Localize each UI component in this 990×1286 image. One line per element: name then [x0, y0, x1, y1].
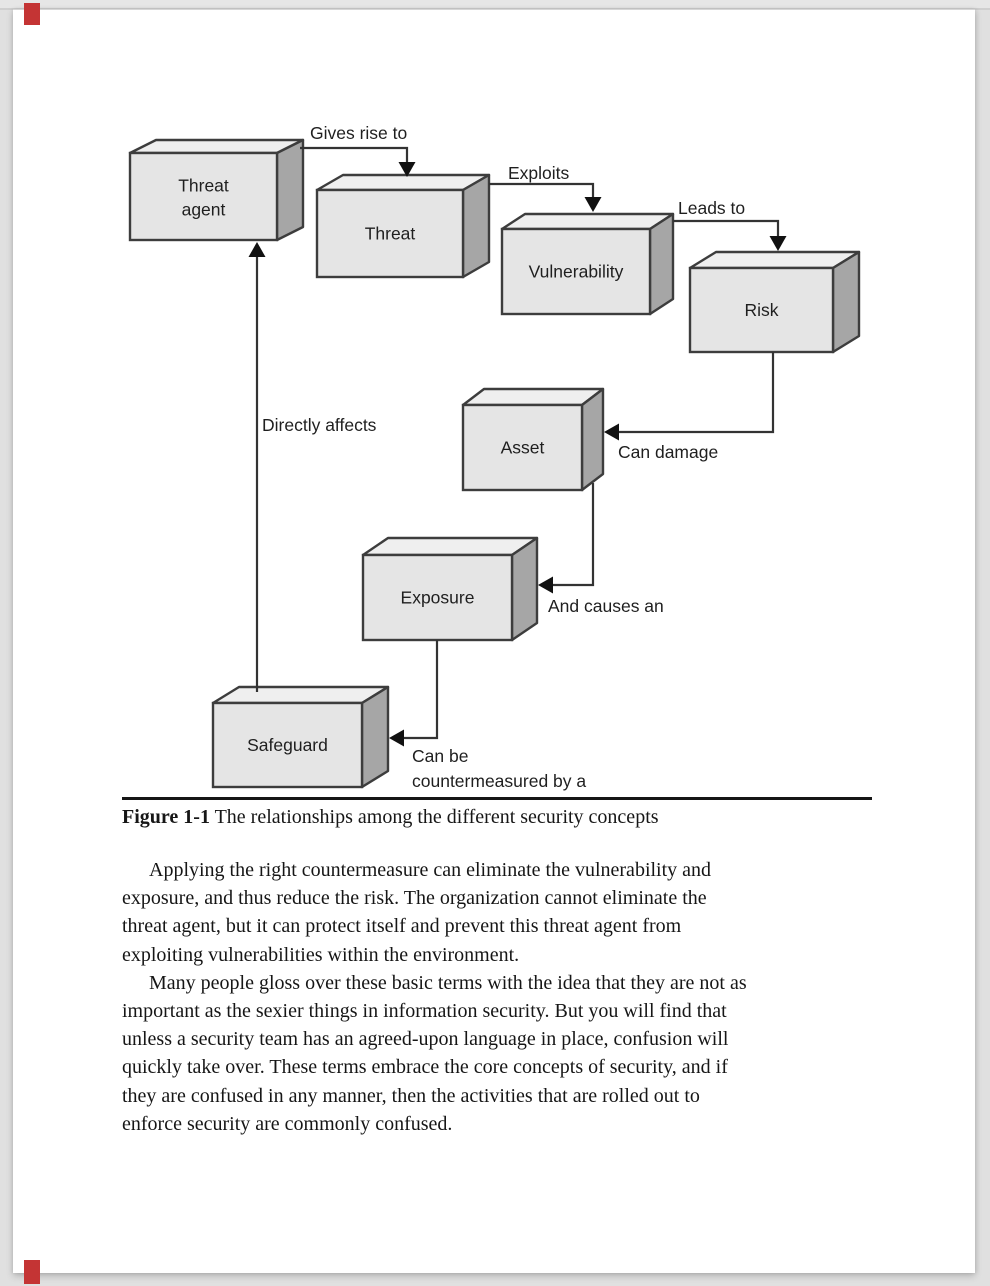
- box-top-threat-agent: [130, 140, 303, 153]
- body-text: [122, 856, 892, 1138]
- page-marker-top: [24, 3, 40, 25]
- box-side-asset: [582, 389, 603, 490]
- box-front-threat-agent: [130, 153, 277, 240]
- text-line: they are confused in any manner, then the activities that are rolled out to: [122, 1084, 700, 1107]
- box-label-asset: Asset: [500, 437, 545, 458]
- connector-can-be-countermeasured: [403, 640, 437, 738]
- text-line: exploiting vulnerabilities within the environment.: [122, 943, 520, 966]
- connector-leads-to: [673, 221, 778, 237]
- diagram-label-countermeasured-by-a: countermeasured by a: [412, 771, 587, 791]
- box-top-exposure: [363, 538, 537, 555]
- box-top-threat: [317, 175, 489, 190]
- text-line: exposure, and thus reduce the risk. The organization cannot eliminate the: [122, 887, 707, 910]
- box-label-threat-agent: Threat: [178, 175, 229, 196]
- text-line: enforce security are commonly confused.: [122, 1112, 453, 1135]
- diagram-label-and-causes-an: And causes an: [548, 596, 664, 616]
- box-side-threat: [463, 175, 489, 277]
- box-side-safeguard: [362, 687, 388, 787]
- diagram-label-can-be: Can be: [412, 746, 469, 766]
- arrowhead-directly-affects: [249, 242, 266, 257]
- box-top-vulnerability: [502, 214, 673, 229]
- text-line: important as the sexier things in information security. But you will find that: [122, 1000, 727, 1023]
- arrowhead-and-causes-an: [538, 577, 553, 594]
- box-side-threat-agent: [277, 140, 303, 240]
- arrowhead-exploits: [585, 197, 602, 212]
- box-side-risk: [833, 252, 859, 352]
- figure-caption-text: The relationships among the different security concepts: [209, 806, 659, 828]
- diagram-label-can-damage: Can damage: [618, 442, 719, 462]
- text-line: threat agent, but it can protect itself and prevent this threat agent from: [122, 915, 682, 938]
- box-top-asset: [463, 389, 603, 405]
- text-line: Applying the right countermeasure can eliminate the vulnerability and: [149, 859, 712, 881]
- diagram-label-leads-to: Leads to: [678, 198, 746, 218]
- diagram-label-directly-affects: Directly affects: [262, 415, 377, 435]
- connector-can-damage: [618, 352, 773, 432]
- figure-caption: [122, 806, 922, 829]
- arrowhead-can-be-countermeasured: [389, 730, 404, 747]
- box-label-threat-agent: agent: [181, 199, 226, 220]
- page-marker-bottom: [24, 1260, 40, 1284]
- connector-exploits: [489, 184, 593, 198]
- box-label-safeguard: Safeguard: [247, 735, 328, 755]
- text-line: Many people gloss over these basic terms with the idea that they are not as: [149, 971, 747, 994]
- box-top-safeguard: [213, 687, 388, 703]
- box-label-exposure: Exposure: [400, 587, 475, 608]
- text-line: quickly take over. These terms embrace the core concepts of security, and if: [122, 1056, 728, 1079]
- diagram-label-exploits: Exploits: [508, 163, 570, 183]
- connector-gives-rise-to: [300, 148, 407, 163]
- box-side-exposure: [512, 538, 537, 640]
- arrowhead-can-damage: [604, 424, 619, 441]
- diagram-label-gives-rise-to: Gives rise to: [310, 123, 408, 143]
- box-label-threat: Threat: [364, 223, 416, 244]
- text-line: unless a security team has an agreed-upon language in place, confusion will: [122, 1028, 729, 1051]
- figure-number: Figure 1-1: [122, 806, 210, 828]
- box-top-risk: [690, 252, 859, 268]
- box-label-vulnerability: Vulnerability: [528, 261, 624, 282]
- figure-caption-rule: [122, 797, 872, 800]
- box-label-risk: Risk: [744, 300, 779, 320]
- box-side-vulnerability: [650, 214, 673, 314]
- connector-and-causes-an: [552, 483, 593, 585]
- arrowhead-leads-to: [770, 236, 787, 251]
